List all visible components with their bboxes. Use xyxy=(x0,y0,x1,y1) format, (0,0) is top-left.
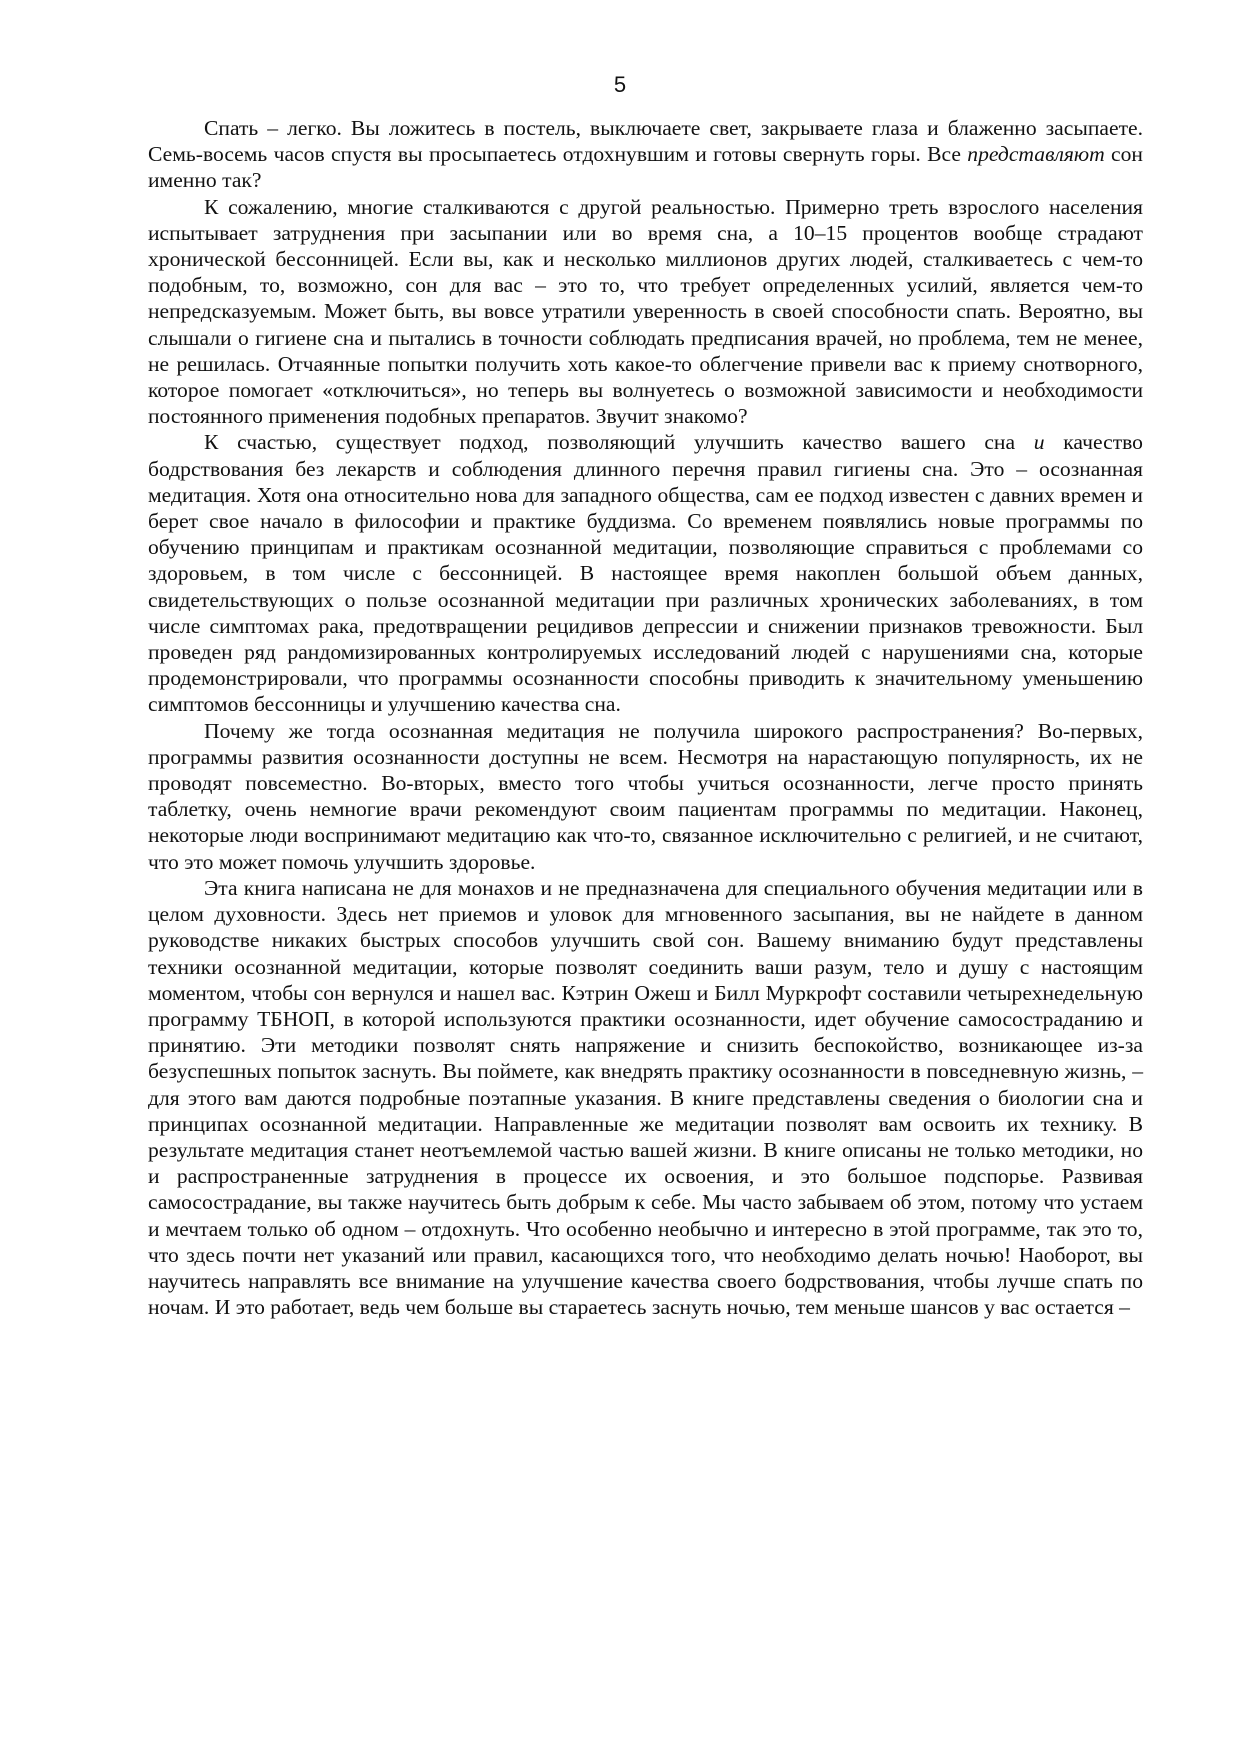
paragraph-3 xyxy=(148,429,1143,717)
paragraph-2: К сожалению, многие сталкиваются с другой реальностью. Примерно треть взрослого населения испытывает затруднения при засыпании или во время сна, а 10–15 процентов вообще страдают хронической бессонницей. Если вы, как и несколько миллионов других людей, сталкиваетесь с чем-то подобным, то, возможно, сон для вас – это то, что требует определенных усилий, является чем-то непредсказуемым. Может быть, вы вовсе утратили уверенность в своей способности спать. Вероятно, вы слышали о гигиене сна и пытались в точности соблюдать предписания врачей, но проблема, тем не менее, не решилась. Отчаянные попытки получить хоть какое-то облегчение привели вас к приему снотворного, которое помогает «отключиться», но теперь вы волнуетесь о возможной зависимости и необходимости постоянного применения подобных препаратов. Звучит знакомо? xyxy=(148,194,1143,429)
paragraph-1 xyxy=(148,115,1143,194)
paragraph-1-emphasis: представляют xyxy=(967,142,1105,167)
paragraph-4: Почему же тогда осознанная медитация не получила широкого распространения? Во-первых, программы развития осознанности доступны не всем. Несмотря на нарастающую популярность, их не проводят повсеместно. Во-вторых, вместо того чтобы учиться осознанности, легче просто принять таблетку, очень немногие врачи рекомендуют своим пациентам программы по медитации. Наконец, некоторые люди воспринимают медитацию как что-то, связанное исключительно с религией, и не считают, что это может помочь улучшить здоровье. xyxy=(148,718,1143,874)
paragraph-3-text-start: К счастью, существует подход, позволяющий улучшить качество вашего сна xyxy=(204,430,1034,455)
page-number: 5 xyxy=(613,72,627,97)
paragraph-3-text-end: качество бодрствования без лекарств и соблюдения длинного перечня правил гигиены сна. Это – осознанная медитация. Хотя она относительно нова для западного общества, сам ее подход известен с давних времен и берет свое начало в философии и практике буддизма. Со временем появлялись новые программы по обучению принципам и практикам осознанной медитации, позволяющие справиться с проблемами со здоровьем, в том числе с бессонницей. В настоящее время накоплен большой объем данных, свидетельствующих о пользе осознанной медитации при различных хронических заболеваниях, в том числе симптомах рака, предотвращении рецидивов депрессии и снижении признаков тревожности. Был проведен ряд рандомизированных контролируемых исследований людей с нарушениями сна, которые продемонстрировали, что программы осознанности способны приводить к значительному уменьшению симптомов бессонницы и улучшению качества сна. xyxy=(148,430,1143,717)
paragraph-3-emphasis: и xyxy=(1033,430,1045,455)
paragraph-1-text-end: сон именно так? xyxy=(148,142,1143,193)
body-text xyxy=(148,115,1143,1320)
paragraph-1-text-start: Спать – легко. Вы ложитесь в постель, выключаете свет, закрываете глаза и блаженно засыпаете. Семь-восемь часов спустя вы просыпаетесь отдохнувшим и готовы свернуть горы. Все xyxy=(148,116,1143,167)
paragraph-5: Эта книга написана не для монахов и не предназначена для специального обучения медитации или в целом духовности. Здесь нет приемов и уловок для мгновенного засыпания, вы не найдете в данном руководстве никаких быстрых способов улучшить свой сон. Вашему вниманию будут представлены техники осознанной медитации, которые позволят соединить ваши разум, тело и душу с настоящим моментом, чтобы сон вернулся и нашел вас. Кэтрин Ожеш и Билл Муркрофт составили четырехнедельную программу ТБНОП, в которой используются практики осознанности, идет обучение самосостраданию и принятию. Эти методики позволят снять напряжение и снизить беспокойство, возникающее из-за безуспешных попыток заснуть. Вы поймете, как внедрять практику осознанности в повседневную жизнь, – для этого вам даются подробные поэтапные указания. В книге представлены сведения о биологии сна и принципах осознанной медитации. Направленные же медитации позволят вам освоить их технику. В результате медитация станет неотъемлемой частью вашей жизни. В книге описаны не только методики, но и распространенные затруднения в процессе их освоения, и это большое подспорье. Развивая самосострадание, вы также научитесь быть добрым к себе. Мы часто забываем об этом, потому что устаем и мечтаем только об одном – отдохнуть. Что особенно необычно и интересно в этой программе, так это то, что здесь почти нет указаний или правил, касающихся того, что необходимо делать ночью! Наоборот, вы научитесь направлять все внимание на улучшение качества своего бодрствования, чтобы лучше спать по ночам. И это работает, ведь чем больше вы стараетесь заснуть ночью, тем меньше шансов у вас остается – xyxy=(148,875,1143,1320)
